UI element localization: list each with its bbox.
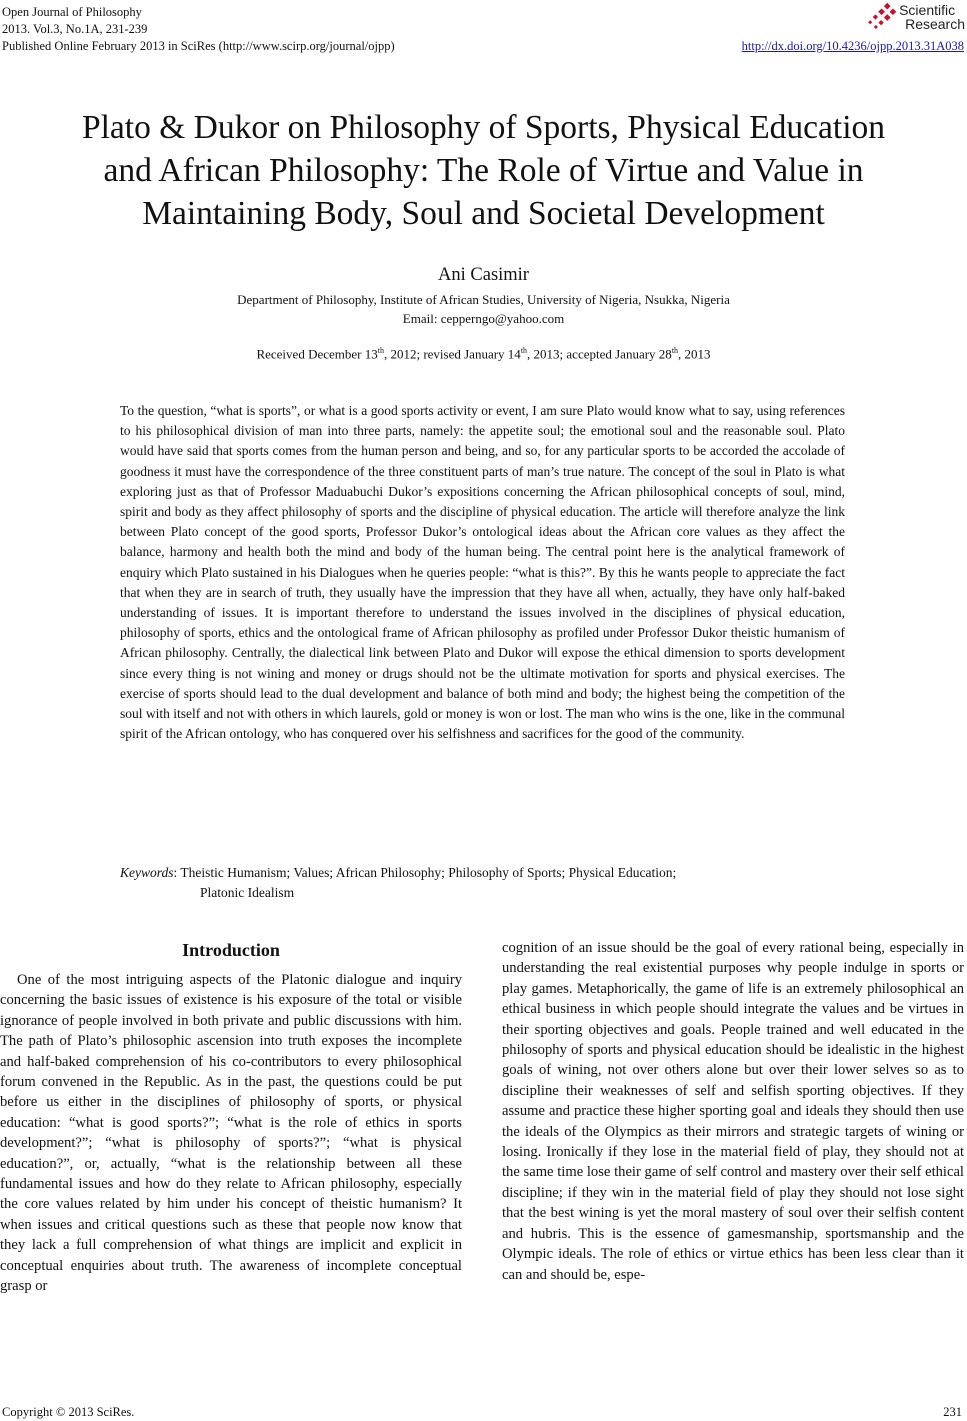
affiliation: Department of Philosophy, Institute of African Studies, University of Nigeria, Nsukka, Nigeria [237,292,730,307]
doi-link[interactable]: http://dx.doi.org/10.4236/ojpp.2013.31A038 [741,39,964,53]
page-number: 231 [943,1405,962,1419]
page-header [2,4,964,55]
body-right-column [502,938,964,1285]
logo-wordmark: Scientific Research [899,2,965,32]
published-info: Published Online February 2013 in SciRes (http://www.scirp.org/journal/ojpp) [2,39,395,53]
body-left-column [0,970,462,1297]
continued-paragraph: cognition of an issue should be the goal of every rational being, especially in understanding the real existential purposes why people indulge in sports or play games. Metaphorically, the game of life is an extremely philosophical an ethical business in which people should integrate the values and be virtues in their sporting objectives and goals. People trained and well educated in the philosophy of sports and physical education should be idealistic in the highest goals of wining, not over others alone but over their lower selves so as to discipline their weaknesses of self and selfish sporting objectives. If they assume and practice these higher sporting goal and ideals they should then use the ideals of the Olympics as their mirrors and strategic targets of wining or losing. Ironically if they lose in the material field of play, they should not at the same time lose their game of self control and mastery over their self ethical discipline; if they win in the material field of play they should not lose sight that the best wining is yet the moral mastery of soul over their selfish content and hubris. This is the essence of gamesmanship, sportsmanship and the Olympic ideals. The role of ethics or virtue ethics has been less clear than it can and should be, espe- [502,940,964,1283]
journal-name: Open Journal of Philosophy [2,5,142,19]
title-line-1: Plato & Dukor on Philosophy of Sports, Physical Education [81,109,886,146]
received-dates: Received December 13th, 2012; revised January 14th, 2013; accepted January 28th, 2013 [256,346,711,362]
scientific-research-logo [865,0,965,34]
copyright: Copyright © 2013 SciRes. [2,1405,135,1419]
introduction-paragraph: One of the most intriguing aspects of the Platonic dialogue and inquiry concerning the basic issues of existence is his exposure of the total or visible ignorance of people involved in both private and public discussions with him. The path of Plato’s philosophic ascension into truth exposes the incomplete and half-baked comprehension of his co-contributors to every philosophical forum convened in the Republic. As in the past, the questions could be put before us either in the disciplines of philosophy of sports, or physical education: “what is good sports?”; “what is the role of ethics in sports development?”; “what is philosophy of sports?”; “what is physical education?”, or, actually, “what is the relationship between all these fundamental issues and how do they relate to African philosophy, especially the core values related by him under his concept of theistic humanism? It when issues and critical questions such as these that people now know that they lack a full comprehension of what things are implicit and explicit in conceptual enquiries about truth. The awareness of incomplete conceptual grasp or [0,972,462,1295]
keywords [120,863,845,902]
author-name: Ani Casimir [438,265,529,285]
author-email: Email: cepperngo@yahoo.com [402,311,565,326]
publication-line [2,38,964,55]
keywords-label: Keywords [120,865,174,880]
keywords-line-2: Platonic Idealism [200,884,295,900]
keywords-line-1: Keywords: Theistic Humanism; Values; African Philosophy; Philosophy of Sports; Physical Education; [120,865,677,880]
page-footer [2,1405,962,1420]
section-heading-introduction: Introduction [182,940,280,960]
article-title [20,106,947,235]
author-affiliation-block [0,290,967,328]
logo-diamond-icon [865,1,899,33]
title-line-2: and African Philosophy: The Role of Virtue and Value in [103,152,864,189]
journal-volume: 2013. Vol.3, No.1A, 231-239 [2,22,148,36]
title-line-3: Maintaining Body, Soul and Societal Development [142,195,825,232]
abstract: To the question, “what is sports”, or what is a good sports activity or event, I am sure Plato would know what to say, using references to his philosophical division of man into three parts, namely: the appetite soul; the emotional soul and the reasonable soul. Plato would have said that sports comes from the human person and being, and so, for any particular sports to be accorded the accolade of goodness it must have the correspondence of the three constituent parts of man’s true nature. The concept of the soul in Plato is what exploring just as that of Professor Maduabuchi Dukor’s expositions concerning the African philosophical concepts of soul, mind, spirit and body as they affect philosophy of sports and the discipline of physical education. The article will therefore analyze the link between Plato concept of the good sports, Professor Dukor’s ontological ideas about the African core values as they affect the balance, harmony and health both the mind and body of the human being. The central point here is the analytical framework of enquiry which Plato sustained in his Dialogues when he queries people: “what is this?”. By this he wants people to appreciate the fact that when they are in search of truth, they usually have the impression that they have all when, actually, they have only half-baked understanding of issues. It is important therefore to understand the issues involved in the disciplines of physical education, philosophy of sports, ethics and the ontological frame of African philosophy as profiled under Professor Dukor theistic humanism of African philosophy. Centrally, the dialectical link between Plato and Dukor will expose the ethical dimension to sports development since every thing is not wining and money or drugs should not be the ultimate motivation for sports and physical exercises. The exercise of sports should lead to the dual development and balance of both mind and body; the highest being the competition of the soul with itself and not with others in which laurels, gold or money is won or lost. The man who wins is the one, like in the communal spirit of the African ontology, who has conquered over his selfishness and sacrifices for the good of the community. [120,403,845,742]
